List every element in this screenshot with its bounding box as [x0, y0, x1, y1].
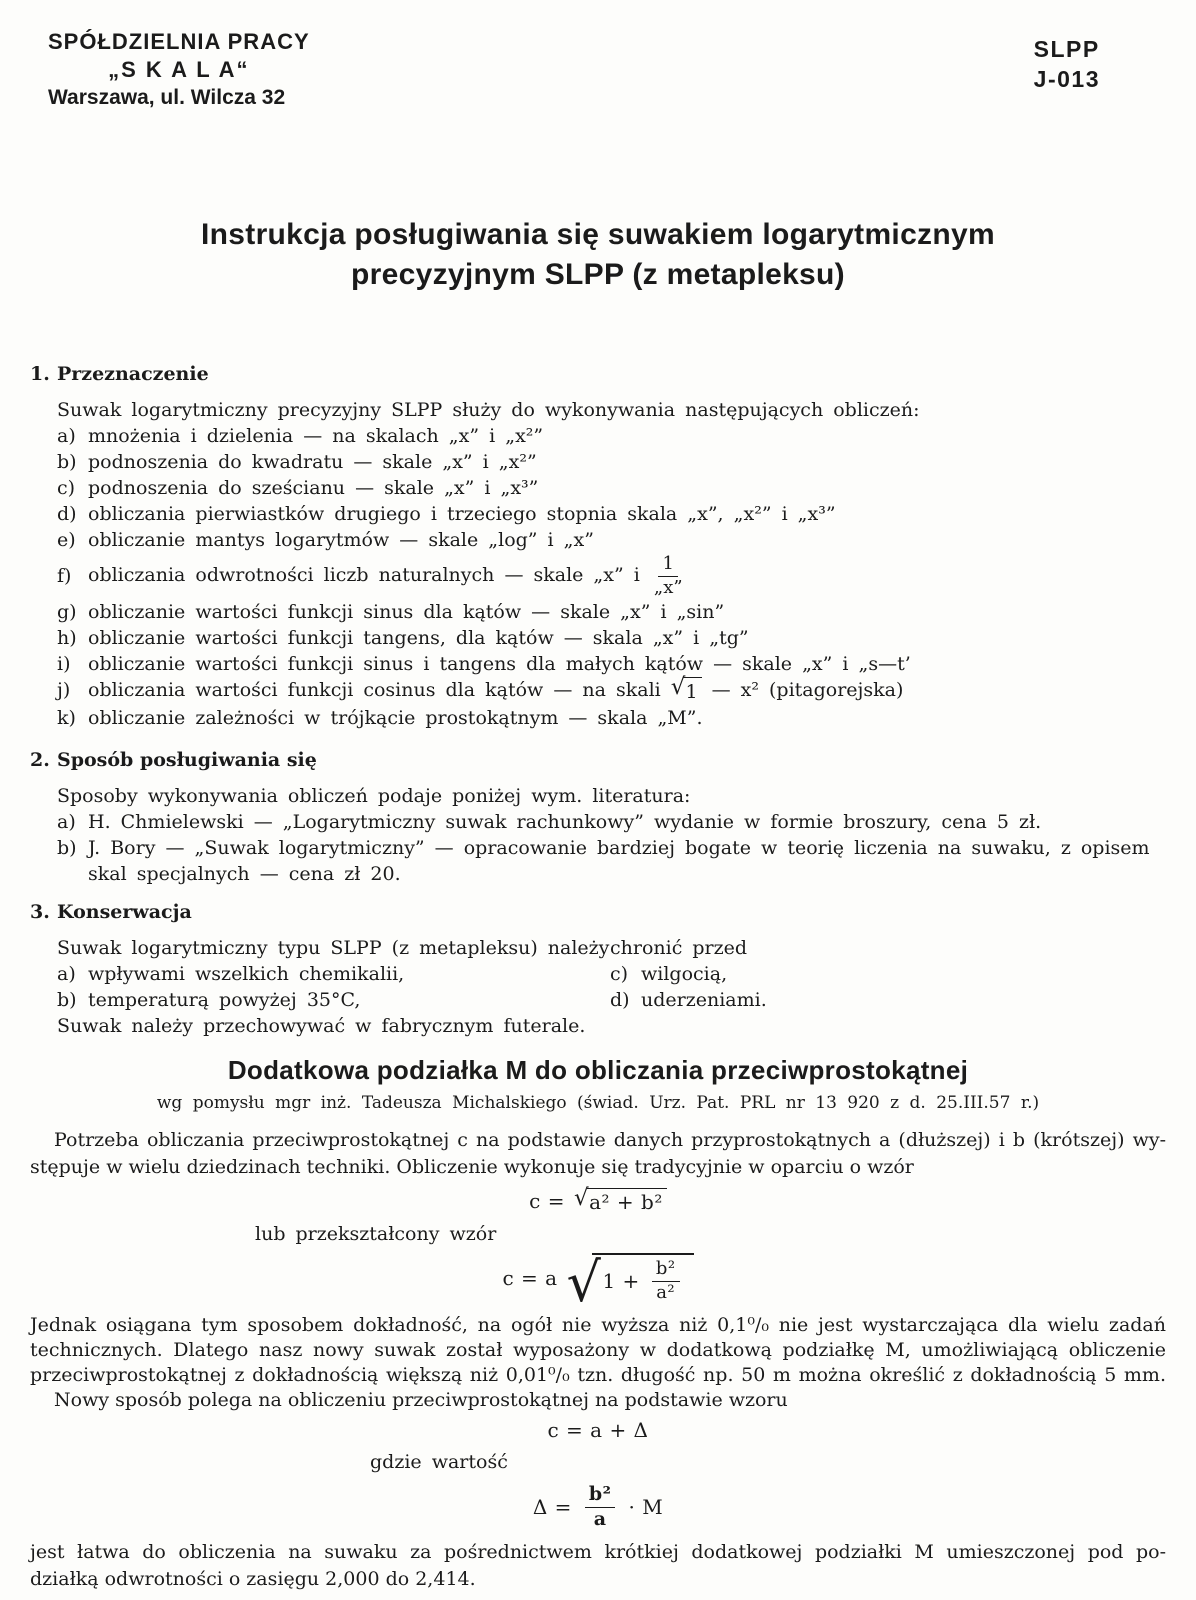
transformed-formula-label: lub przekształcony wzór [255, 1223, 497, 1245]
company-address: Warszawa, ul. Wilcza 32 [48, 86, 286, 109]
company-block [48, 28, 310, 111]
item-label: g) [57, 601, 77, 623]
section-2-title: Sposób posługiwania się [57, 749, 317, 771]
paragraph-line: technicznych. Dlatego nasz nowy suwak został wyposażony w dodatkową podziałkę M, umożliwiającą obliczenie [30, 1339, 1166, 1361]
item-text: uderzeniami. [641, 989, 767, 1011]
list-item-k [57, 705, 1166, 731]
item-label: d) [610, 989, 630, 1011]
section-1-intro: Suwak logarytmiczny precyzyjny SLPP służy do wykonywania następujących obliczeń: [57, 399, 920, 421]
item-text: obliczania pierwiastków drugiego i trzeciego stopnia skala „x”, „x²” i „x³” [88, 503, 836, 525]
radical-sign: √ [670, 674, 686, 700]
item-text: obliczanie wartości funkcji sinus dla kątów — skale „x” i „sin” [88, 601, 725, 623]
fraction [585, 1484, 616, 1531]
fraction-numerator: b² [652, 1259, 680, 1282]
item-text-post: — x² (pitagorejska) [711, 679, 904, 701]
m-scale-subheading: wg pomysłu mgr inż. Tadeusza Michalskiego (świad. Urz. Pat. PRL nr 13 920 z d. 25.III.57 r.) [156, 1093, 1040, 1113]
section-1-heading [30, 361, 1166, 387]
section-3-intro [57, 935, 1166, 961]
doc-code-model: SLPP [1033, 36, 1100, 62]
item-text-pre: obliczania wartości funkcji cosinus dla kątów — na skali [88, 679, 661, 701]
item-label: i) [57, 653, 71, 675]
fraction-denominator: a [593, 1507, 607, 1530]
company-brand: „S K A L A“ [108, 57, 250, 82]
list-item-d [57, 501, 1166, 527]
section-1-number: 1. [30, 363, 50, 385]
paragraph-line: stępuje w wielu dziedzinach techniki. Obliczenie wykonuje się tradycyjnie w oparciu o wzór [30, 1156, 914, 1178]
hazard-item-c [610, 961, 727, 987]
list-item-f [57, 553, 1166, 599]
item-text [88, 674, 1166, 705]
section-2-intro: Sposoby wykonywania obliczeń podaje poniżej wym. literatura: [57, 785, 691, 807]
list-item-i [57, 651, 1166, 677]
letterhead [30, 28, 1166, 111]
list-item-a [57, 423, 1166, 449]
item-text: J. Bory — „Suwak logarytmiczny” — opracowanie bardziej bogate w teorię liczenia na suwaku, z opisem [88, 837, 1150, 859]
sqrt-expression [573, 1185, 667, 1214]
item-label: b) [57, 837, 77, 859]
section-1-body [30, 397, 1166, 731]
item-text [88, 554, 1166, 598]
formula-rhs: · M [628, 1495, 664, 1519]
item-label: e) [57, 529, 76, 551]
doc-code-block [1034, 34, 1100, 94]
reference-item-a [57, 809, 1166, 835]
page-title-line1: Instrukcja posługiwania się suwakiem logarytmicznym [201, 218, 995, 251]
formula-hypotenuse-sqrt [30, 1185, 1166, 1217]
fraction-denominator: a² [656, 1281, 676, 1303]
item-label: b) [57, 451, 77, 473]
item-label: c) [610, 963, 629, 985]
item-text: wilgocią, [641, 963, 728, 985]
big-sqrt-expression [566, 1251, 694, 1315]
item-label: f) [57, 565, 72, 587]
paragraph-line: przeciwprostokątnej z dokładnością większą niż 0,01⁰/₀ tzn. długość np. 50 m można określić z dokładnością 5 mm. [30, 1364, 1166, 1386]
item-text: podnoszenia do kwadratu — skale „x” i „x²” [88, 451, 537, 473]
fraction-numerator: b² [585, 1484, 616, 1508]
item-text: H. Chmielewski — „Logarytmiczny suwak rachunkowy” wydanie w formie broszury, cena 5 zł. [88, 811, 1042, 833]
list-item-e [57, 527, 1166, 553]
item-label: k) [57, 707, 76, 729]
intro-left: Suwak logarytmiczny typu SLPP (z metapleksu) należy [57, 937, 610, 959]
item-text: temperaturą powyżej 35°C, [88, 989, 361, 1011]
item-label: a) [57, 425, 76, 447]
section-3-outro: Suwak należy przechowywać w fabrycznym futerale. [57, 1015, 586, 1037]
paragraph-line: jest łatwa do obliczenia na suwaku za pośrednictwem krótkiej dodatkowej podziałki M umieszczonej pod po- [30, 1541, 1166, 1563]
item-text: wpływami wszelkich chemikalii, [88, 963, 405, 985]
section-3-heading [30, 899, 1166, 925]
item-label: h) [57, 627, 77, 649]
paragraph-1 [30, 1127, 1166, 1181]
document-body [30, 361, 1166, 1593]
paragraph-line: działką odwrotności o zasięgu 2,000 do 2,414. [30, 1568, 476, 1590]
list-item-h [57, 625, 1166, 651]
doc-code-number: J-013 [1033, 66, 1100, 92]
item-text: obliczanie wartości funkcji sinus i tangens dla małych kątów — skale „x” i „s—t’ [88, 653, 911, 675]
fraction-numerator: 1 [658, 554, 677, 577]
radicand: 1 [683, 677, 701, 705]
section-3-number: 3. [30, 901, 50, 923]
item-label: a) [57, 963, 76, 985]
radicand [592, 1253, 693, 1303]
radicand: a² + b² [587, 1188, 667, 1214]
fraction [652, 1259, 680, 1303]
fraction-denominator: „x” [653, 576, 683, 598]
paragraph-line: Jednak osiągana tym sposobem dokładność, na ogół nie wyższa niż 0,1⁰/₀ nie jest wystarczająca dla wielu zadań [30, 1314, 1166, 1336]
item-label: d) [57, 503, 77, 525]
item-text: mnożenia i dzielenia — na skalach „x” i „x²” [88, 425, 544, 447]
section-2-heading [30, 747, 1166, 773]
paragraph-line: Nowy sposób polega na obliczeniu przeciwprostokątnej na podstawie wzoru [54, 1389, 788, 1411]
paragraph-3 [30, 1539, 1166, 1593]
reciprocal-fraction [654, 554, 683, 598]
radical-sign: √ [566, 1251, 602, 1315]
section-1-title: Przeznaczenie [57, 363, 209, 385]
item-text: obliczanie zależności w trójkącie prostokątnym — skala „M”. [88, 707, 703, 729]
item-text: obliczanie wartości funkcji tangens, dla kątów — skala „x” i „tg” [88, 627, 749, 649]
formula-delta-definition [30, 1483, 1166, 1531]
company-name: SPÓŁDZIELNIA PRACY [48, 29, 310, 54]
hazard-row-1 [57, 961, 1166, 987]
formula-delta-sum: c = a + Δ [547, 1418, 649, 1442]
list-item-b [57, 449, 1166, 475]
section-2-body [30, 783, 1166, 887]
reference-item-b-continuation: skal specjalnych — cena zł 20. [88, 863, 401, 885]
intro-right: chronić przed [610, 937, 748, 959]
item-label: a) [57, 811, 76, 833]
radicand-pre: 1 + [602, 1269, 640, 1293]
item-text-pre: obliczania odwrotności liczb naturalnych — skale „x” i [88, 564, 640, 586]
formula-lhs: Δ = [532, 1495, 572, 1519]
item-label: b) [57, 989, 77, 1011]
item-text: obliczanie mantys logarytmów — skale „log” i „x” [88, 529, 594, 551]
where-value-label: gdzie wartość [370, 1451, 508, 1473]
formula-lhs: c = [529, 1189, 565, 1213]
radical-sign: √ [573, 1185, 590, 1211]
hazard-row-2 [57, 987, 1166, 1013]
hazard-item-d [610, 987, 767, 1013]
item-text: podnoszenia do sześcianu — skale „x” i „x³” [88, 477, 539, 499]
formula-lhs: c = a [502, 1266, 558, 1290]
section-2-number: 2. [30, 749, 50, 771]
page-title [30, 215, 1166, 295]
sqrt-expression [670, 674, 702, 705]
section-3-title: Konserwacja [57, 901, 192, 923]
list-item-g [57, 599, 1166, 625]
m-scale-heading: Dodatkowa podziałka M do obliczania przeciwprostokątnej [227, 1055, 969, 1085]
list-item-j [57, 674, 1166, 705]
list-item-c [57, 475, 1166, 501]
reference-item-b [57, 835, 1166, 861]
page-title-line2: precyzyjnym SLPP (z metapleksu) [351, 258, 845, 291]
paragraph-2 [30, 1313, 1166, 1413]
item-label: c) [57, 477, 76, 499]
formula-hypotenuse-transformed [30, 1251, 1166, 1315]
section-3-body [30, 935, 1166, 1039]
paragraph-line: Potrzeba obliczania przeciwprostokątnej c na podstawie danych przyprostokątnych a (dłuższej) i b (krótszej) wy- [54, 1129, 1166, 1151]
item-label: j) [57, 679, 71, 701]
